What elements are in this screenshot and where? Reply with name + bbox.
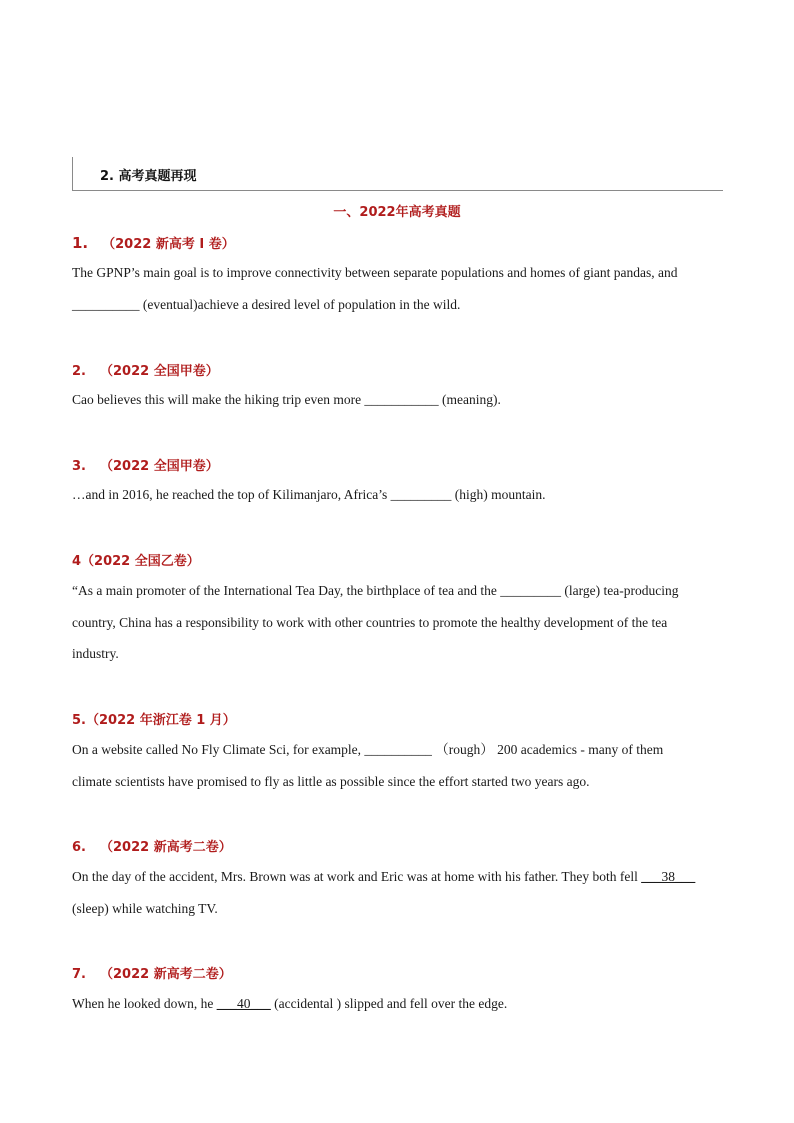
question-4-text-line-1: “As a main promoter of the International Tea Day, the birthplace of tea and the _________ (large) tea-producing <box>72 583 679 598</box>
question-3-label <box>72 455 219 474</box>
question-2-source: （2022 全国甲卷） <box>99 364 219 379</box>
question-7-text <box>72 996 507 1012</box>
question-7-source: （2022 新高考二卷） <box>99 967 232 982</box>
question-6-source: （2022 新高考二卷） <box>99 840 232 855</box>
section-header <box>72 157 723 191</box>
question-7-label <box>72 963 232 982</box>
question-5-source: （2022 年浙江卷 1 月） <box>85 713 236 728</box>
question-4-number: 4 <box>72 554 82 569</box>
question-7-number: 7. <box>72 967 86 982</box>
question-4-source: （2022 全国乙卷） <box>81 554 200 569</box>
question-4-label <box>72 550 200 569</box>
question-3-number: 3. <box>72 459 86 474</box>
question-4-text-line-2: country, China has a responsibility to work with other countries to promote the healthy development of the tea <box>72 615 668 630</box>
question-6-answer-blank: ___38___ <box>641 869 696 884</box>
question-6-text-line-1 <box>72 869 695 885</box>
question-5-text-line-2: climate scientists have promised to fly as little as possible since the effort started two years ago. <box>72 774 590 789</box>
question-2-number: 2. <box>72 364 86 379</box>
question-6-number: 6. <box>72 840 86 855</box>
question-6-text-line-2: (sleep) while watching TV. <box>72 901 218 916</box>
question-2-label <box>72 360 219 379</box>
question-3-source: （2022 全国甲卷） <box>99 459 219 474</box>
question-1-label <box>72 233 235 252</box>
exam-year-heading: 一、2022年高考真题 <box>333 205 461 220</box>
question-7-answer-blank: ___40___ <box>216 996 271 1011</box>
section-title: 2. 高考真题再现 <box>100 169 197 184</box>
question-5-number: 5. <box>72 713 86 728</box>
question-1-source: （2022 新高考 I 卷） <box>102 237 235 252</box>
question-5-label <box>72 709 236 728</box>
question-2-text: Cao believes this will make the hiking trip even more ___________ (meaning). <box>72 392 501 407</box>
question-7-text-after-blank: (accidental ) slipped and fell over the edge. <box>270 996 508 1011</box>
question-5-text-line-1: On a website called No Fly Climate Sci, for example, __________ （rough） 200 academics - many of them <box>72 742 664 757</box>
question-1-text-line-2: __________ (eventual)achieve a desired level of population in the wild. <box>72 297 461 312</box>
question-3-text: …and in 2016, he reached the top of Kilimanjaro, Africa’s _________ (high) mountain. <box>72 487 546 502</box>
question-1-number: 1. <box>72 234 89 252</box>
question-1-text-line-1: The GPNP’s main goal is to improve connectivity between separate populations and homes of giant pandas, and <box>72 265 678 280</box>
question-7-text-before-blank: When he looked down, he <box>72 996 217 1011</box>
question-6-text-before-blank: On the day of the accident, Mrs. Brown was at work and Eric was at home with his father. They both fell <box>72 869 642 884</box>
question-4-text-line-3: industry. <box>72 646 119 661</box>
question-6-label <box>72 836 232 855</box>
